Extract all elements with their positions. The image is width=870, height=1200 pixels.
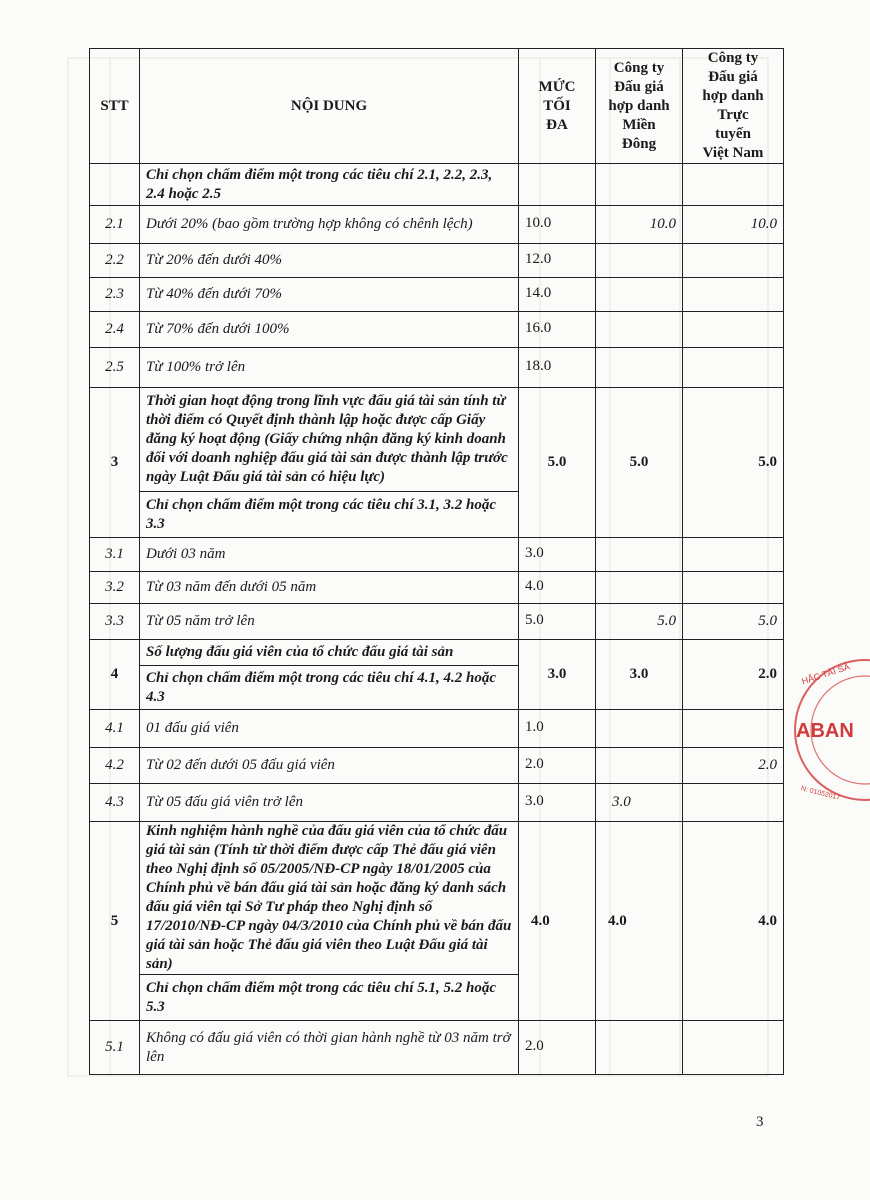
row-stt: 4: [90, 640, 140, 710]
row-stt: 5: [90, 822, 140, 1021]
max-score: 3.0: [525, 793, 544, 809]
row-stt: 3: [90, 388, 140, 538]
criterion-text: Thời gian hoạt động trong lĩnh vực đấu giá tài sản tính từ thời điểm có Quyết định thành lập hoặc được cấp Giấy đăng ký hoạt động (Giấy chứng nhận đăng ký kinh doanh đối với doanh nghiệp đấu giá tài sản được thành lập trước ngày Luật Đấu giá tài sản có hiệu lực): [140, 388, 519, 492]
table-row: [90, 748, 784, 784]
max-score: 12.0: [525, 251, 552, 267]
svg-text:HẮC TÀI SẢ: HẮC TÀI SẢ: [800, 661, 851, 687]
table-row: [90, 640, 784, 666]
criterion-text: Dưới 03 năm: [140, 538, 519, 572]
table-row: [90, 206, 784, 244]
header-muc-toi-da: MỨC TỐI ĐA: [519, 49, 596, 164]
table-row: [90, 1021, 784, 1075]
score-mien-dong: 3.0: [596, 640, 683, 710]
criterion-text: Chỉ chọn chấm điểm một trong các tiêu chí 2.1, 2.2, 2.3, 2.4 hoặc 2.5: [140, 164, 519, 206]
header-cong-ty-mien-dong: Công ty Đấu giá hợp danh Miền Đông: [596, 49, 683, 164]
row-stt: 3.1: [90, 538, 140, 572]
svg-text:N: 01052017: N: 01052017: [800, 785, 841, 802]
score-mien-dong: 3.0: [596, 784, 683, 822]
row-stt: 4.2: [90, 748, 140, 784]
score-truc-tuyen: 10.0: [683, 206, 784, 244]
max-score: 14.0: [525, 285, 552, 301]
max-score: 4.0: [525, 578, 544, 594]
score-truc-tuyen: 2.0: [683, 748, 784, 784]
table-row: [90, 164, 784, 206]
row-stt: 2.5: [90, 348, 140, 388]
criterion-text: Kinh nghiệm hành nghề của đấu giá viên của tổ chức đấu giá tài sản (Tính từ thời điểm được cấp Thẻ đấu giá viên theo Nghị định số 05/2005/NĐ-CP ngày 18/01/2005 của Chính phủ về bán đấu giá tài sản hoặc đăng ký danh sách đấu giá viên tại Sở Tư pháp theo Nghị định số 17/2010/NĐ-CP ngày 04/3/2010 của Chính phủ về bán đấu giá tài sản hoặc Thẻ đấu giá viên theo Luật Đấu giá tài sản): [140, 822, 519, 975]
header-stt: STT: [90, 49, 140, 164]
table-header-row: [90, 49, 784, 164]
scoring-table: [89, 48, 784, 1075]
criterion-text: Chỉ chọn chấm điểm một trong các tiêu chí 5.1, 5.2 hoặc 5.3: [140, 975, 519, 1021]
criterion-text: 01 đấu giá viên: [140, 710, 519, 748]
row-stt: 2.1: [90, 206, 140, 244]
criterion-text: Dưới 20% (bao gồm trường hợp không có chênh lệch): [140, 206, 519, 244]
criterion-text: Từ 02 đến dưới 05 đấu giá viên: [140, 748, 519, 784]
row-stt: 2.4: [90, 312, 140, 348]
header-cong-ty-truc-tuyen: Công ty Đấu giá hợp danh Trực tuyến Việt Nam: [683, 49, 784, 164]
criterion-text: Từ 20% đến dưới 40%: [140, 244, 519, 278]
score-mien-dong: 10.0: [596, 206, 683, 244]
row-stt: 2.3: [90, 278, 140, 312]
page-number: 3: [756, 1114, 764, 1130]
table-row: [90, 312, 784, 348]
max-score: 2.0: [525, 756, 544, 772]
criterion-text: Từ 70% đến dưới 100%: [140, 312, 519, 348]
score-mien-dong: 4.0: [596, 822, 683, 1021]
score-mien-dong: 5.0: [596, 604, 683, 640]
row-stt: 4.3: [90, 784, 140, 822]
score-mien-dong: 5.0: [596, 388, 683, 538]
score-truc-tuyen: 5.0: [683, 604, 784, 640]
score-truc-tuyen: 2.0: [683, 640, 784, 710]
criterion-text: Số lượng đấu giá viên của tổ chức đấu giá tài sản: [140, 640, 519, 666]
header-noi-dung: NỘI DUNG: [140, 49, 519, 164]
table-row: [90, 604, 784, 640]
score-truc-tuyen: 4.0: [683, 822, 784, 1021]
table-row: [90, 784, 784, 822]
row-stt: 5.1: [90, 1021, 140, 1075]
svg-text:ABAN: ABAN: [796, 720, 854, 742]
table-row: [90, 244, 784, 278]
criterion-text: Từ 100% trở lên: [140, 348, 519, 388]
criterion-text: Từ 05 năm trở lên: [140, 604, 519, 640]
criterion-text: Chỉ chọn chấm điểm một trong các tiêu chí 3.1, 3.2 hoặc 3.3: [140, 492, 519, 538]
max-score: 1.0: [525, 719, 544, 735]
company-seal-stamp: [790, 655, 870, 805]
row-stt: 3.3: [90, 604, 140, 640]
max-score: 2.0: [525, 1038, 544, 1054]
max-score: 18.0: [525, 358, 552, 374]
table-row: [90, 572, 784, 604]
criterion-text: Từ 05 đấu giá viên trở lên: [140, 784, 519, 822]
row-stt: 2.2: [90, 244, 140, 278]
table-row: [90, 388, 784, 492]
max-score: 16.0: [525, 320, 552, 336]
table-row: [90, 710, 784, 748]
table-row: [90, 822, 784, 975]
criterion-text: Từ 40% đến dưới 70%: [140, 278, 519, 312]
max-score: 4.0: [519, 822, 596, 1021]
row-stt: 3.2: [90, 572, 140, 604]
criterion-text: Chỉ chọn chấm điểm một trong các tiêu chí 4.1, 4.2 hoặc 4.3: [140, 666, 519, 710]
row-stt: 4.1: [90, 710, 140, 748]
table-row: [90, 278, 784, 312]
score-truc-tuyen: 5.0: [683, 388, 784, 538]
max-score: 3.0: [525, 545, 544, 561]
max-score: 10.0: [525, 215, 552, 231]
max-score: 5.0: [525, 612, 544, 628]
criterion-text: Từ 03 năm đến dưới 05 năm: [140, 572, 519, 604]
table-row: [90, 348, 784, 388]
table-row: [90, 538, 784, 572]
max-score: 5.0: [519, 388, 596, 538]
max-score: 3.0: [519, 640, 596, 710]
criterion-text: Không có đấu giá viên có thời gian hành nghề từ 03 năm trở lên: [140, 1021, 519, 1075]
